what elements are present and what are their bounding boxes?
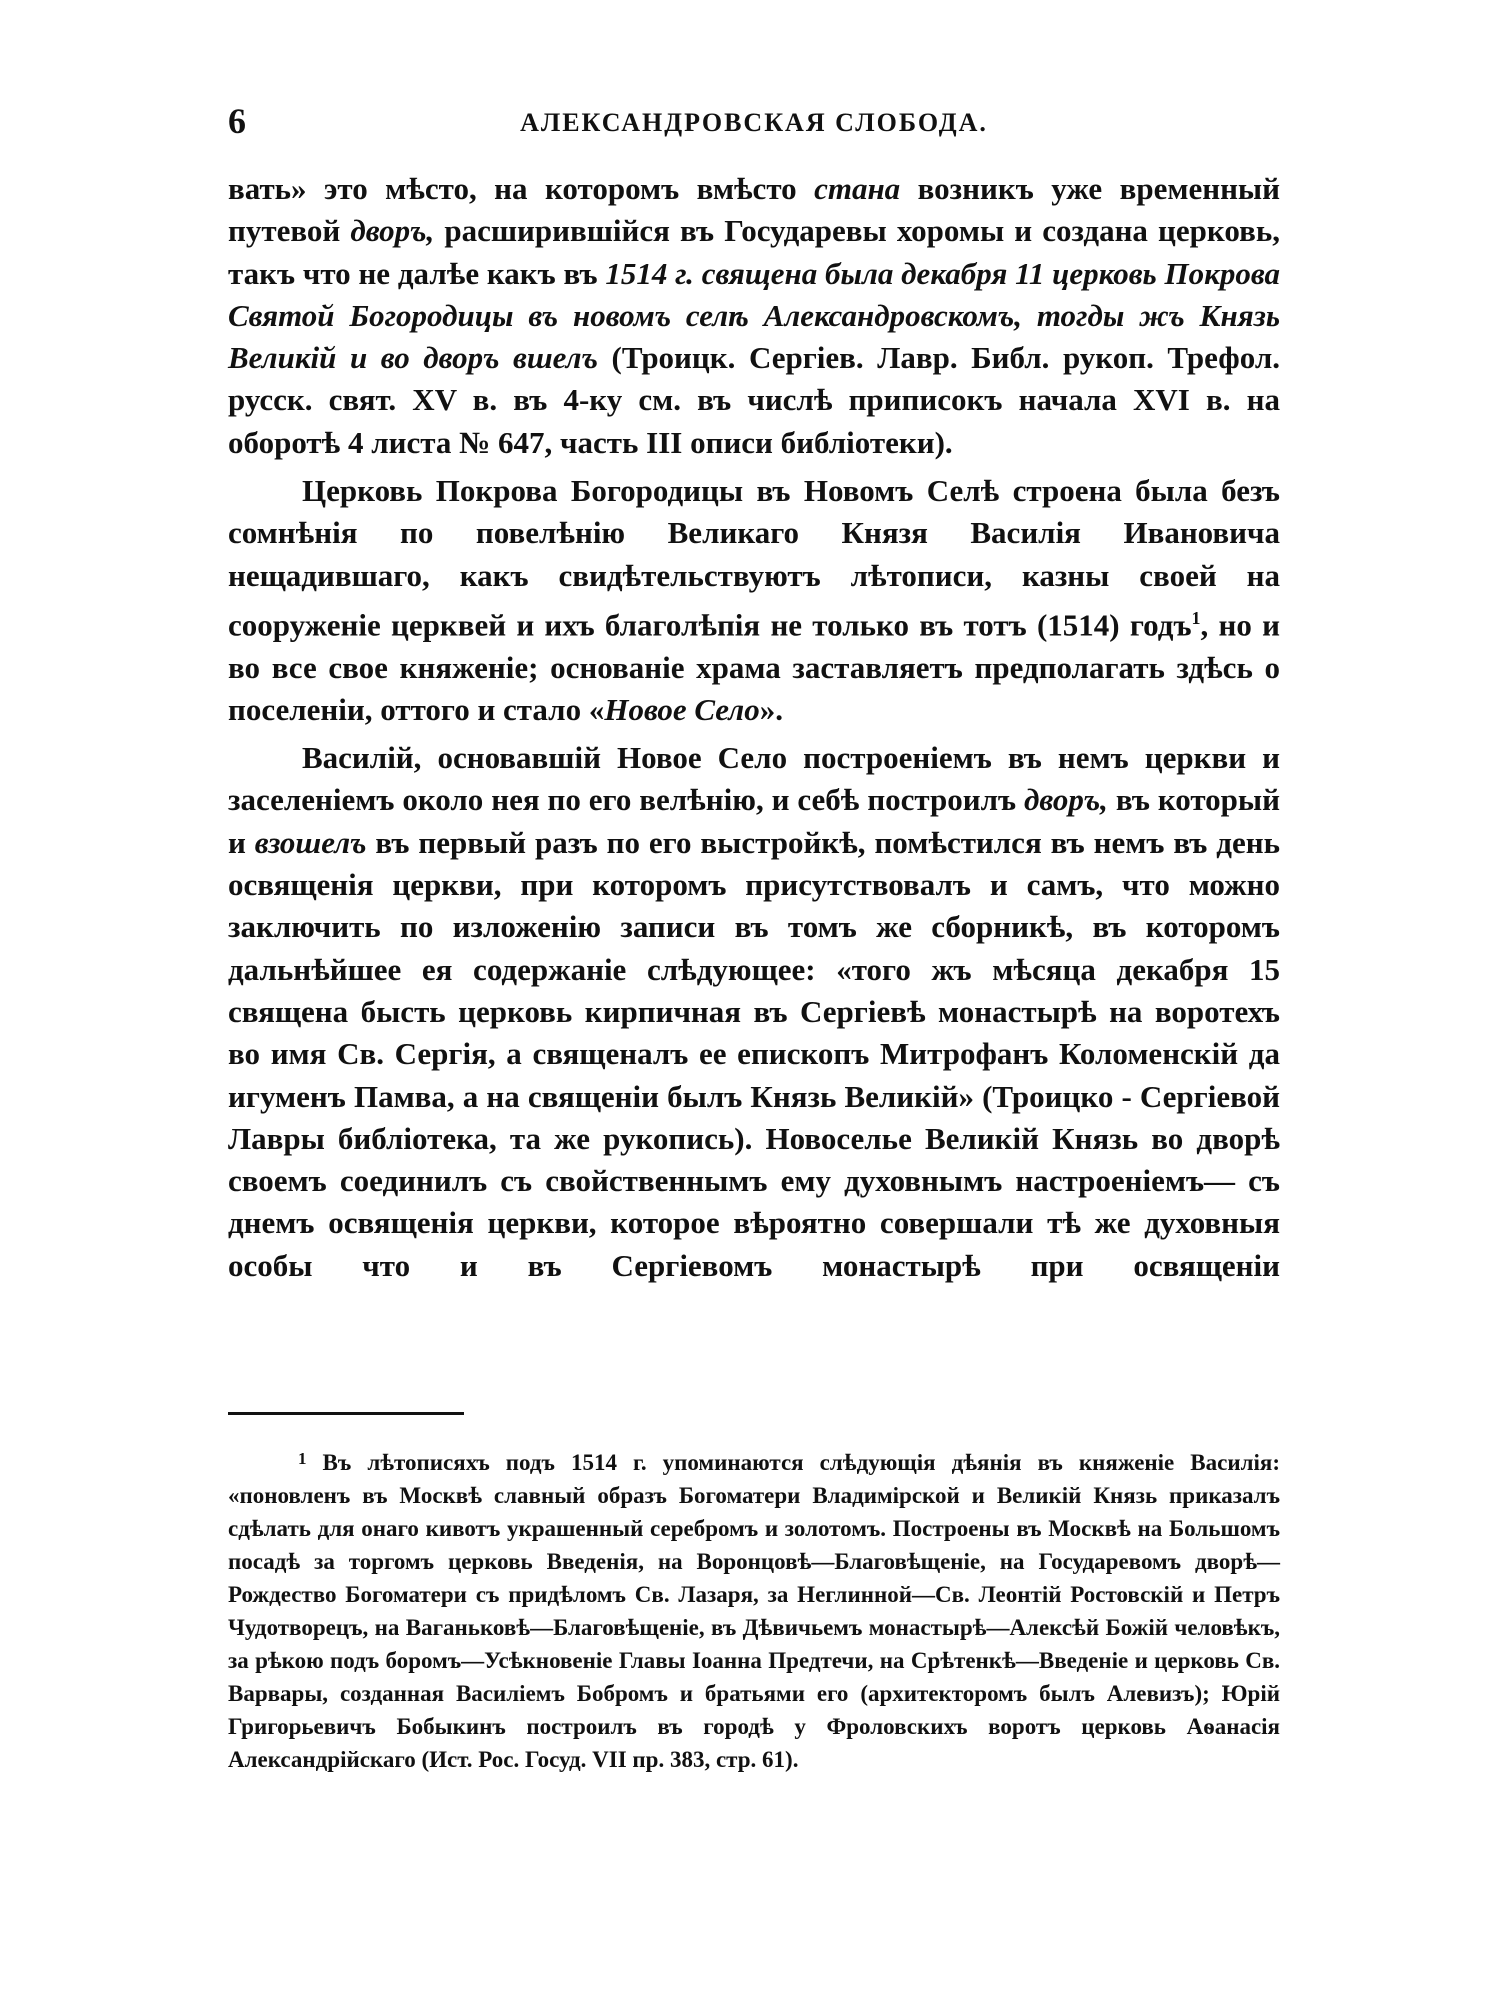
paragraph-2-text: Церковь Покрова Богородицы въ Новомъ Селѣ строена была безъ сомнѣнія по повелѣнію Великаго Князя Василія Ивановича нещадившаго, какъ свидѣтельствуютъ лѣтописи, казны своей на сооруженіе церквей и ихъ благолѣпія не только въ тотъ (1514) годъ xyxy=(228,473,1280,643)
paragraph-1-italic: 1514 г. священа была декабря 11 церковь Покрова Святой Богородицы въ новомъ селѣ Александровскомъ, тогды жъ Князь Великій и во дворъ вшелъ xyxy=(228,255,1280,376)
paragraph-3-text: Василій, основавшій Новое Село построеніемъ въ немъ церкви и заселеніемъ около нея по его велѣнію, и себѣ построилъ xyxy=(228,740,1280,818)
paragraph-1-italic: дворъ, xyxy=(350,213,435,249)
footnote-mark: 1 xyxy=(298,1449,307,1468)
paragraph-1-italic: стана xyxy=(814,171,901,206)
paragraph-1-text: вать» это мѣсто, на которомъ вмѣсто xyxy=(228,171,815,206)
footnote-text: Въ лѣтописяхъ подъ 1514 г. упоминаются слѣдующія дѣянія въ княженіе Василія: «поновленъ въ Москвѣ славный образъ Богоматери Владимірской и Великій Князь приказалъ сдѣлать для онаго кивотъ украшенный серебромъ и золотомъ. Построены въ Москвѣ на Большомъ посадѣ за торгомъ церковь Введенія, на Воронцовѣ—Благовѣщеніе, на Государевомъ дворѣ—Рождество Богоматери съ придѣломъ Св. Лазаря, за Неглинной—Св. Леонтій Ростовскій и Петръ Чудотворецъ, на Ваганьковѣ—Благовѣщеніе, въ Дѣвичьемъ монастырѣ—Алексѣй Божій человѣкъ, за рѣкою подъ боромъ—Усѣкновеніе Главы Іоанна Предтечи, на Срѣтенкѣ—Введеніе и церковь Св. Варвары, созданная Василіемъ Бобромъ и братьями его (архитекторомъ былъ Алевизъ); Юрій Григорьевичъ Бобыкинъ построилъ въ городѣ у Фроловскихъ воротъ церковь Аѳанасія Александрійскаго (Ист. Рос. Госуд. VII пр. 383, стр. 61). xyxy=(228,1450,1280,1772)
paragraph-3 xyxy=(228,737,1280,1287)
page-header xyxy=(228,100,1280,150)
paragraph-1-text: возникъ уже временный путевой xyxy=(228,171,1280,249)
paragraph-2-text: ». xyxy=(759,691,783,727)
paragraph-2-text: , но и во все свое княженіе; основаніе храма заставляетъ предполагать здѣсь о поселеніи, оттого и стало « xyxy=(228,607,1280,727)
paragraph-1-text: (Троицк. Сергіев. Лавр. Библ. рукоп. Трефол. русск. свят. XV в. въ 4-ку см. въ числѣ приписокъ начала XVI в. на оборотѣ 4 листа № 647, часть III описи библіотеки). xyxy=(228,340,1280,460)
paragraph-3-italic: дворъ, xyxy=(1024,782,1108,818)
footnote-reference[interactable]: 1 xyxy=(1191,607,1201,628)
paragraph-3-text: въ который и xyxy=(228,782,1280,860)
footnote-divider xyxy=(228,1412,464,1415)
paragraph-3-italic: взошелъ xyxy=(254,824,367,860)
paragraph-2 xyxy=(228,470,1280,731)
footnote xyxy=(228,1442,1280,1776)
paragraph-2-italic: Новое Село xyxy=(604,691,760,727)
paragraph-1 xyxy=(228,168,1280,464)
body-text xyxy=(228,168,1280,1293)
page-number: 6 xyxy=(228,101,246,141)
paragraph-1-text: расширившійся въ Государевы хоромы и создана церковь, такъ что не далѣе какъ въ xyxy=(228,213,1280,291)
paragraph-3-text: въ первый разъ по его выстройкѣ, помѣстился въ немъ въ день освященія церкви, при которомъ присутствовалъ и самъ, что можно заключить по изложенію записи въ томъ же сборникѣ, въ которомъ дальнѣйшее ея содержаніе слѣдующее: «того жъ мѣсяца декабря 15 священа бысть церковь кирпичная въ Сергіевѣ монастырѣ на воротехъ во имя Св. Сергія, а священалъ ее епископъ Митрофанъ Коломенскій да игуменъ Памва, а на священіи былъ Князь Великій» (Троицко - Сергіевой Лавры библіотека, та же рукопись). Новоселье Великій Князь во дворѣ своемъ соединилъ съ свойственнымъ ему духовнымъ настроеніемъ— съ днемъ освященія церкви, которое вѣроятно совершали тѣ же духовныя особы что и въ Сергіевомъ монастырѣ при освященіи xyxy=(228,824,1280,1283)
running-title: АЛЕКСАНДРОВСКАЯ СЛОБОДА. xyxy=(520,108,988,137)
